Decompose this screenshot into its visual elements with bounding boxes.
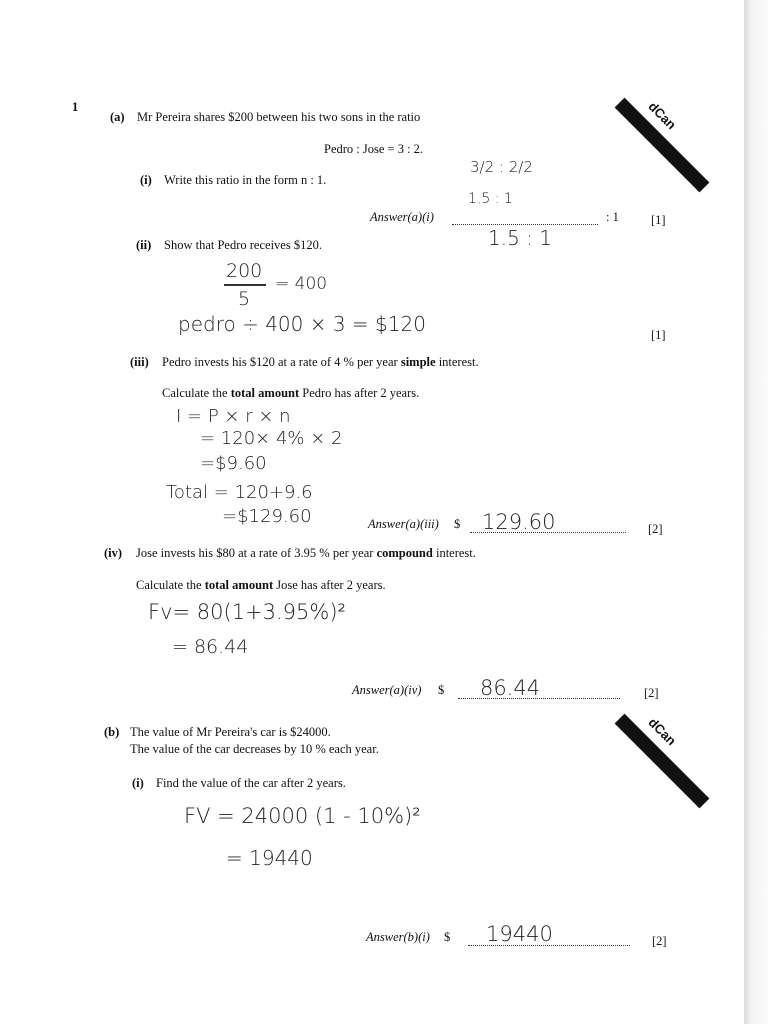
- part-a-iii-calc-after: Pedro has after 2 years.: [302, 386, 420, 400]
- part-a-iii-text: [162, 355, 479, 370]
- part-a-iv-calc-after: Jose has after 2 years.: [276, 578, 386, 592]
- working-a-iii-line4: Total = 120+9.6: [166, 482, 313, 503]
- working-a-i-line1: 3/2 : 2/2: [470, 158, 533, 176]
- answer-a-iii-label: Answer(a)(iii): [368, 517, 439, 531]
- working-b-i-line2: = 19440: [226, 846, 313, 870]
- page-edge-shadow: [744, 0, 768, 1024]
- part-a-iii-text-before: Pedro invests his $120 at a rate of 4 % per year: [162, 355, 398, 369]
- answer-a-iv-value: 86.44: [480, 676, 541, 700]
- corner-mark-label: dCan: [645, 98, 680, 133]
- part-b-line2: The value of the car decreases by 10 % each year.: [130, 742, 379, 756]
- part-a-iv-calc-before: Calculate the: [136, 578, 202, 592]
- fraction-line: [224, 284, 266, 286]
- part-a-iii-calc: [162, 386, 419, 401]
- answer-a-i-value: 1.5 : 1: [488, 226, 552, 250]
- answer-b-i-currency: $: [444, 930, 451, 944]
- part-b-line1: The value of Mr Pereira's car is $24000.: [130, 725, 331, 739]
- part-a-iv-text-before: Jose invests his $80 at a rate of 3.95 % per year: [136, 546, 374, 560]
- working-b-i-line1: FV = 24000 (1 - 10%)²: [184, 804, 421, 828]
- marks-a-i: [1]: [651, 213, 666, 227]
- part-a-iv-text-after: interest.: [435, 546, 476, 560]
- working-a-iv-line2: = 86.44: [172, 636, 249, 658]
- answer-a-iii-value: 129.60: [482, 510, 556, 534]
- answer-a-i-label: Answer(a)(i): [370, 210, 434, 224]
- working-a-ii-line2: pedro ÷ 400 × 3 = $120: [178, 312, 426, 336]
- working-a-ii-numerator: 200: [226, 260, 263, 282]
- answer-a-iv-label: Answer(a)(iv): [352, 683, 422, 697]
- part-a-i-label: (i): [140, 173, 152, 187]
- part-a-iii-text-bold: simple: [400, 355, 436, 369]
- answer-b-i-label: Answer(b)(i): [366, 930, 430, 944]
- working-a-iii-line3: =$9.60: [200, 453, 267, 474]
- working-a-iv-line1: Fv= 80(1+3.95%)²: [148, 600, 346, 624]
- answer-a-i-line: [452, 224, 598, 225]
- part-a-iii-calc-bold: total amount: [230, 386, 300, 400]
- working-a-iii-line1: I = P × r × n: [176, 406, 291, 427]
- answer-a-iv-currency: $: [438, 683, 445, 697]
- working-a-ii-result: = 400: [275, 274, 328, 294]
- part-a-iv-label: (iv): [104, 546, 123, 560]
- marks-a-iv: [2]: [644, 686, 659, 700]
- corner-mark-bottom: [612, 714, 702, 808]
- marks-a-iii: [2]: [648, 522, 663, 536]
- part-b-i-label: (i): [132, 776, 144, 790]
- working-a-iii-line2: = 120× 4% × 2: [200, 428, 343, 449]
- working-a-ii-denominator: 5: [238, 288, 251, 310]
- part-a-iv-text: [136, 546, 476, 561]
- answer-a-i-suffix: : 1: [606, 210, 619, 224]
- answer-b-i-value: 19440: [486, 922, 553, 946]
- question-number: 1: [72, 100, 79, 114]
- part-a-iii-calc-before: Calculate the: [162, 386, 228, 400]
- corner-mark-label: dCan: [645, 714, 680, 749]
- part-a-label: (a): [110, 110, 125, 124]
- part-a-iii-label: (iii): [130, 355, 149, 369]
- part-a-iv-calc-bold: total amount: [204, 578, 274, 592]
- answer-a-iii-currency: $: [454, 517, 461, 531]
- part-a-iv-text-bold: compound: [376, 546, 433, 560]
- working-a-iii-line5: =$129.60: [222, 506, 312, 527]
- part-a-iv-calc: [136, 578, 386, 593]
- part-b-label: (b): [104, 725, 120, 739]
- part-a-text: Mr Pereira shares $200 between his two sons in the ratio: [137, 110, 421, 124]
- marks-b-i: [2]: [652, 934, 667, 948]
- part-a-ii-label: (ii): [136, 238, 152, 252]
- marks-a-ii: [1]: [651, 328, 666, 342]
- working-a-i-line2: 1.5 : 1: [468, 191, 513, 207]
- part-b-i-text: Find the value of the car after 2 years.: [156, 776, 346, 790]
- part-a-i-text: Write this ratio in the form n : 1.: [164, 173, 327, 187]
- ratio-statement: Pedro : Jose = 3 : 2.: [324, 142, 424, 156]
- corner-mark-top: [612, 98, 702, 192]
- part-a-iii-text-after: interest.: [438, 355, 479, 369]
- part-a-ii-text: Show that Pedro receives $120.: [164, 238, 322, 252]
